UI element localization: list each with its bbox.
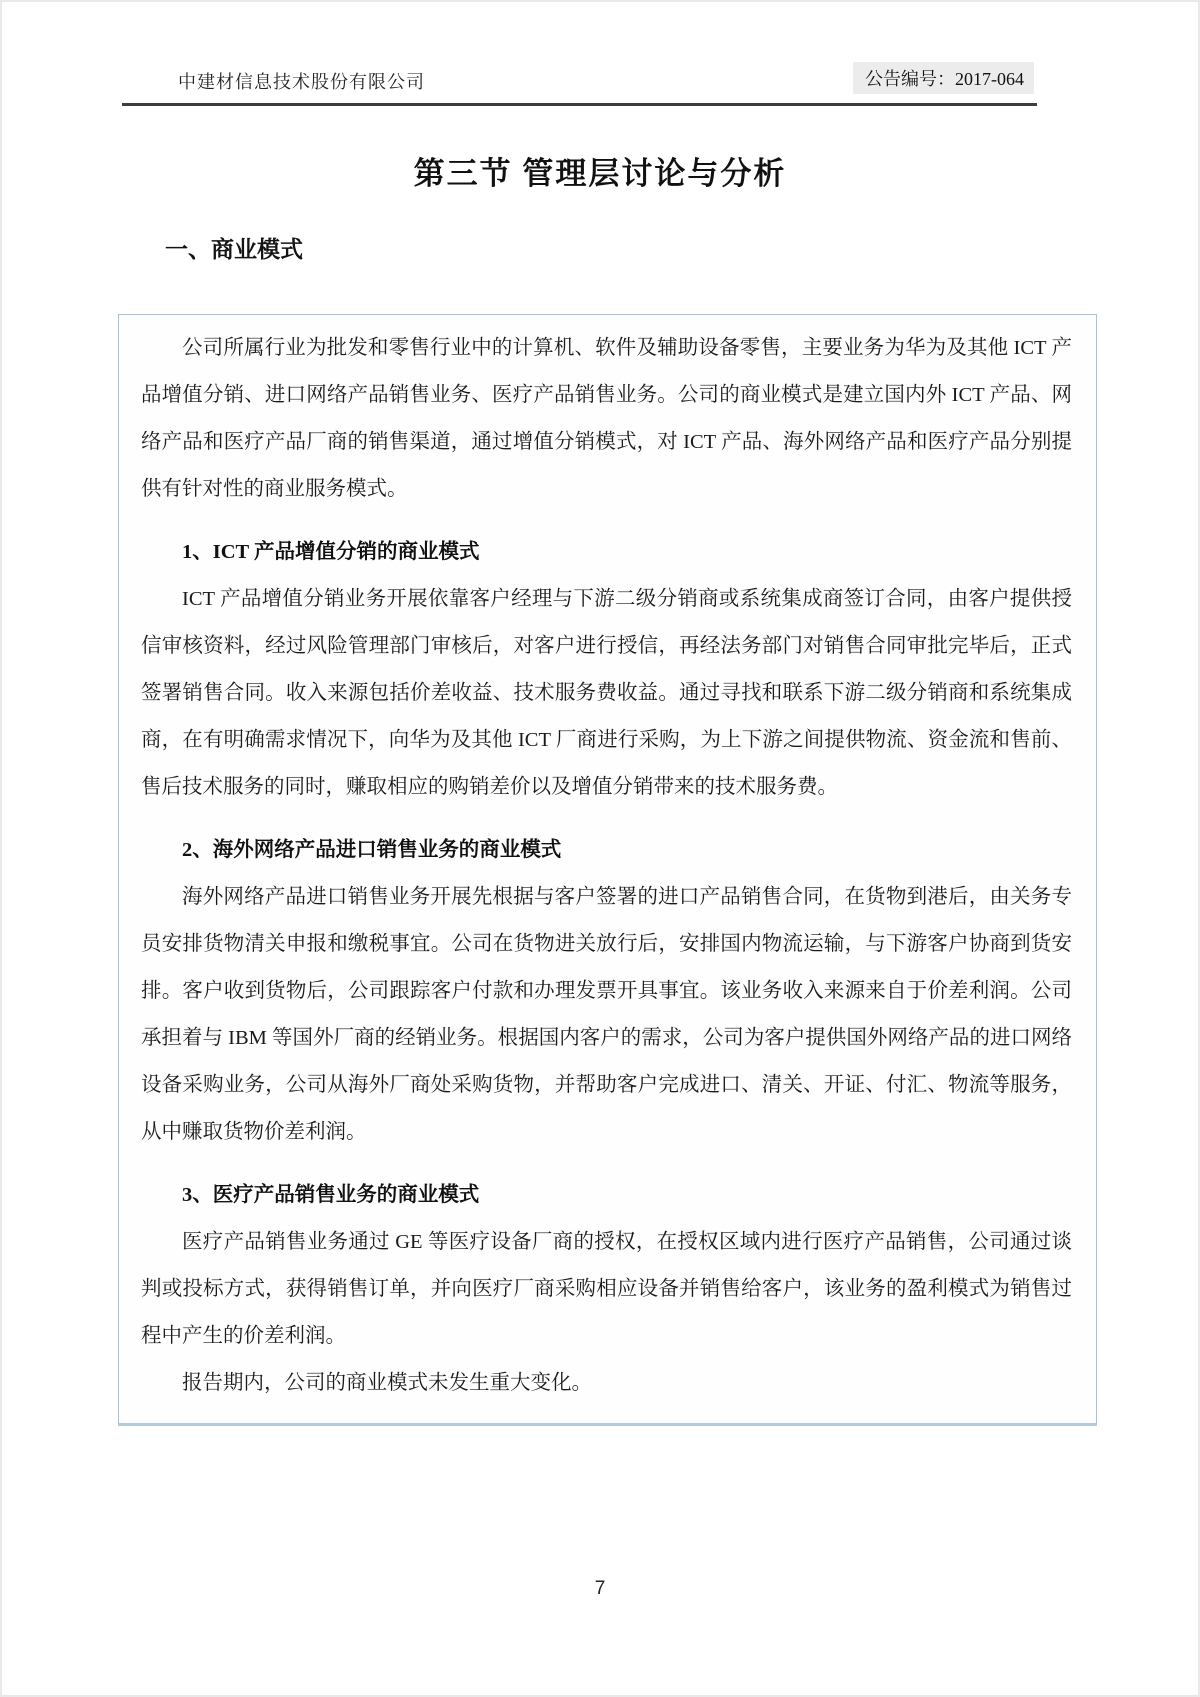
subheading-ict-distribution: 1、ICT 产品增值分销的商业模式 (182, 541, 480, 563)
subheading-medical-products: 3、医疗产品销售业务的商业模式 (182, 1184, 480, 1206)
announcement-number: 公告编号：2017-064 (853, 62, 1034, 94)
paragraph-closing-statement: 报告期内，公司的商业模式未发生重大变化。 (182, 1372, 592, 1394)
company-name: 中建材信息技术股份有限公司 (178, 72, 425, 92)
subheading-overseas-network-import: 2、海外网络产品进口销售业务的商业模式 (182, 839, 562, 861)
section-heading-business-model: 一、商业模式 (165, 236, 303, 262)
business-model-text-box (118, 314, 1097, 1426)
paragraph-industry-overview: 公司所属行业为批发和零售行业中的计算机、软件及辅助设备零售，主要业务为华为及其他 ICT 产品增值分销、进口网络产品销售业务、医疗产品销售业务。公司的商业模式是建立国内外 ICT 产品、网络产品和医疗产品厂商的销售渠道，通过增值分销模式，对 ICT 产品、海外网络产品和医疗产品分别提供有针对性的商业服务模式。 (141, 337, 1072, 500)
paragraph-ict-distribution: ICT 产品增值分销业务开展依靠客户经理与下游二级分销商或系统集成商签订合同，由客户提供授信审核资料，经过风险管理部门审核后，对客户进行授信，再经法务部门对销售合同审批完毕后，正式签署销售合同。收入来源包括价差收益、技术服务费收益。通过寻找和联系下游二级分销商和系统集成商，在有明确需求情况下，向华为及其他 ICT 厂商进行采购，为上下游之间提供物流、资金流和售前、售后技术服务的同时，赚取相应的购销差价以及增值分销带来的技术服务费。 (141, 588, 1072, 798)
page-number: 7 (594, 1578, 606, 1599)
header-divider-rule (122, 103, 1037, 106)
page-footer (0, 1578, 1200, 1660)
page-title: 第三节 管理层讨论与分析 (413, 156, 787, 191)
paragraph-overseas-network-import: 海外网络产品进口销售业务开展先根据与客户签署的进口产品销售合同，在货物到港后，由关务专员安排货物清关申报和缴税事宜。公司在货物进关放行后，安排国内物流运输，与下游客户协商到货安排。客户收到货物后，公司跟踪客户付款和办理发票开具事宜。该业务收入来源来自于价差利润。公司承担着与 IBM 等国外厂商的经销业务。根据国内客户的需求，公司为客户提供国外网络产品的进口网络设备采购业务，公司从海外厂商处采购货物，并帮助客户完成进口、清关、开证、付汇、物流等服务，从中赚取货物价差利润。 (141, 886, 1072, 1143)
page-header (178, 62, 1034, 94)
paragraph-medical-products: 医疗产品销售业务通过 GE 等医疗设备厂商的授权，在授权区域内进行医疗产品销售，公司通过谈判或投标方式，获得销售订单，并向医疗厂商采购相应设备并销售给客户，该业务的盈利模式为销售过程中产生的价差利润。 (141, 1231, 1072, 1347)
